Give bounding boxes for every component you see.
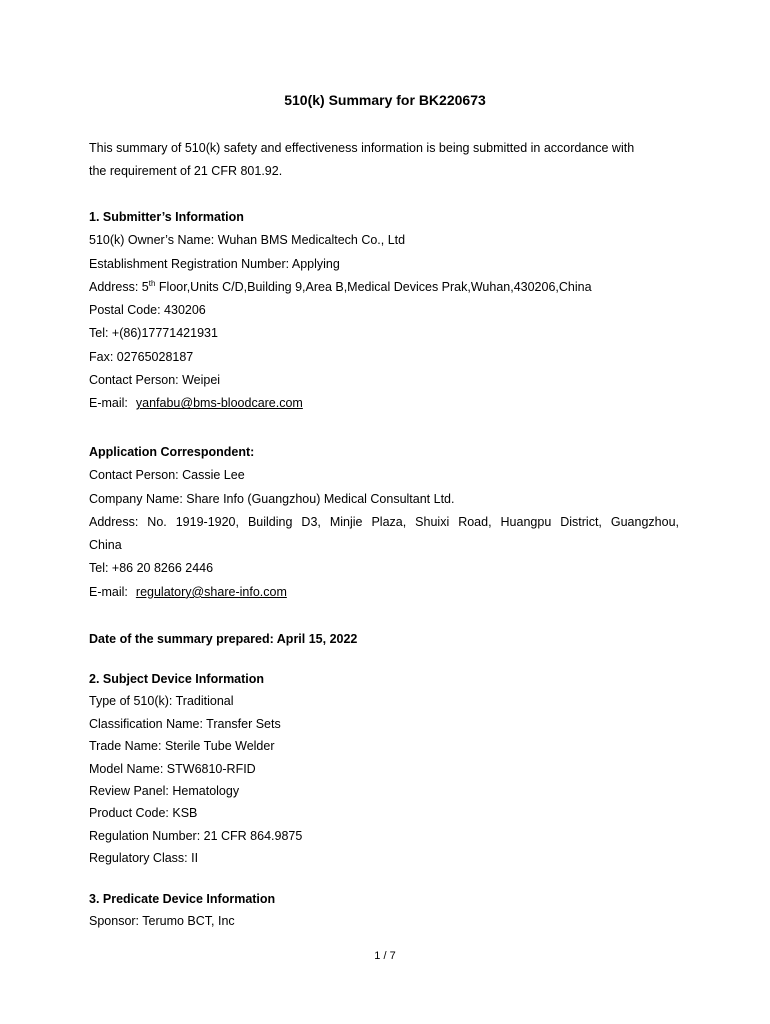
correspondent-email-link[interactable]: regulatory@share-info.com — [135, 584, 287, 599]
subject-device-section — [89, 668, 679, 870]
submitter-section — [89, 206, 679, 416]
predicate-device-section — [89, 888, 679, 933]
submitter-contact: Contact Person: Weipei — [89, 373, 221, 388]
subject-device-item: Review Panel: Hematology — [89, 783, 240, 798]
correspondent-tel: Tel: +86 20 8266 2446 — [89, 561, 214, 576]
date-prepared: Date of the summary prepared: April 15, 2022 — [89, 632, 358, 646]
address-prefix: Address: 5 — [89, 279, 149, 294]
email-label: E-mail: — [89, 396, 128, 411]
correspondent-email-row — [89, 581, 679, 604]
predicate-device-heading: 3. Predicate Device Information — [89, 892, 276, 906]
intro-paragraph — [89, 137, 679, 184]
correspondent-contact: Contact Person: Cassie Lee — [89, 468, 245, 483]
subject-device-item: Classification Name: Transfer Sets — [89, 716, 281, 731]
correspondent-address-line-2: China — [89, 538, 122, 553]
address-rest: Floor,Units C/D,Building 9,Area B,Medical Devices Prak,Wuhan,430206,China — [155, 279, 592, 294]
address-superscript: th — [148, 278, 156, 288]
subject-device-item: Regulation Number: 21 CFR 864.9875 — [89, 828, 303, 843]
submitter-email-link[interactable]: yanfabu@bms-bloodcare.com — [135, 396, 303, 411]
registration-number: Establishment Registration Number: Applying — [89, 256, 340, 271]
subject-device-item: Regulatory Class: II — [89, 851, 199, 866]
correspondent-section — [89, 441, 679, 604]
subject-device-item: Trade Name: Sterile Tube Welder — [89, 739, 275, 754]
submitter-tel: Tel: +(86)17771421931 — [89, 326, 218, 341]
page-number: 1 / 7 — [374, 950, 396, 962]
intro-line-2: the requirement of 21 CFR 801.92. — [89, 164, 283, 179]
correspondent-company: Company Name: Share Info (Guangzhou) Medical Consultant Ltd. — [89, 491, 455, 506]
subject-device-item: Product Code: KSB — [89, 806, 198, 821]
email-label: E-mail: — [89, 584, 128, 599]
date-section — [89, 628, 679, 651]
subject-device-item: Model Name: STW6810-RFID — [89, 761, 256, 776]
postal-code: Postal Code: 430206 — [89, 303, 206, 318]
subject-device-heading: 2. Subject Device Information — [89, 672, 265, 686]
document-title: 510(k) Summary for BK220673 — [284, 92, 486, 108]
submitter-fax: Fax: 02765028187 — [89, 349, 194, 364]
correspondent-heading: Application Correspondent: — [89, 445, 255, 459]
submitter-heading: 1. Submitter’s Information — [89, 210, 244, 224]
subject-device-item: Type of 510(k): Traditional — [89, 694, 234, 709]
submitter-email-row — [89, 392, 679, 415]
predicate-sponsor: Sponsor: Terumo BCT, Inc — [89, 914, 235, 929]
submitter-address — [89, 276, 679, 299]
intro-line-1: This summary of 510(k) safety and effectiveness information is being submitted in accordance with — [89, 141, 635, 155]
owner-name: 510(k) Owner’s Name: Wuhan BMS Medicaltech Co., Ltd — [89, 233, 406, 248]
correspondent-address-line-1: Address: No. 1919-1920, Building D3, Minjie Plaza, Shuixi Road, Huangpu District, Guangzhou, — [89, 514, 679, 529]
